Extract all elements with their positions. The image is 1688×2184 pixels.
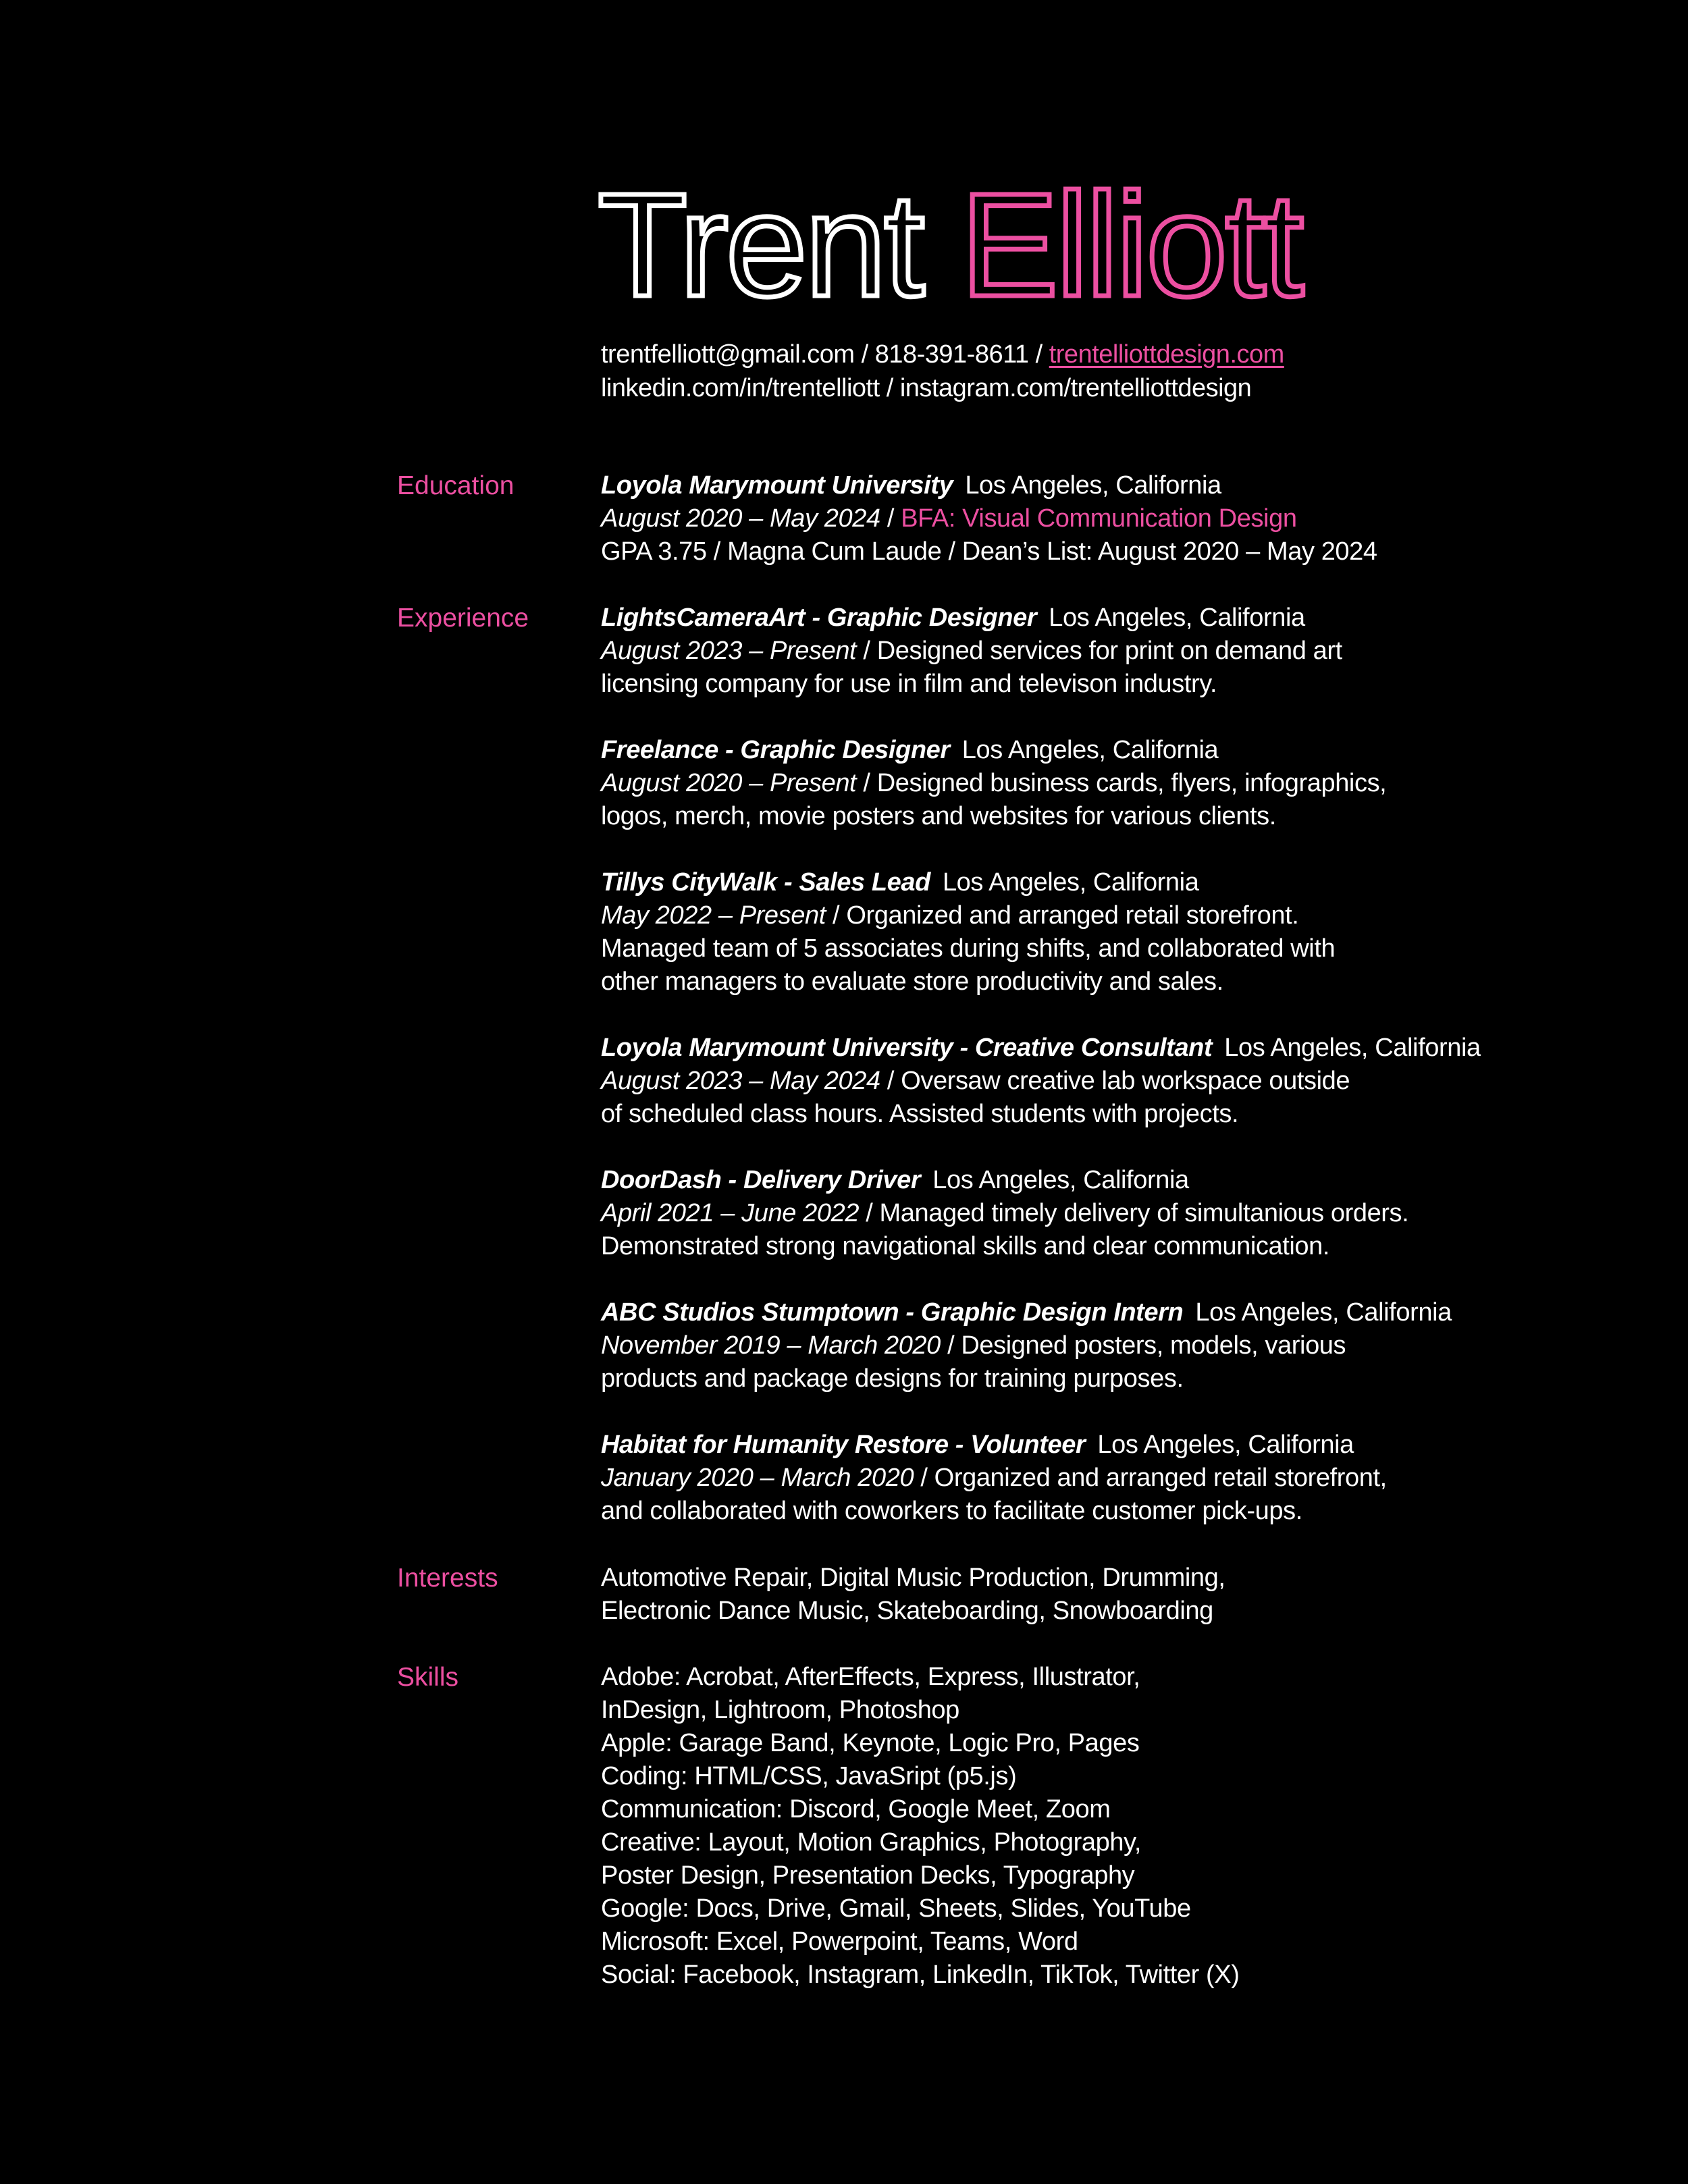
skills-line: Microsoft: Excel, Powerpoint, Teams, Word [601,1927,1078,1956]
job-dates: August 2023 – Present [601,637,857,665]
experience-entry [601,602,1614,701]
job-dates: August 2023 – May 2024 [601,1067,880,1095]
job-location: Los Angeles, California [961,736,1219,764]
skills-line: Adobe: Acrobat, AfterEffects, Express, Illustrator, [601,1663,1140,1691]
job-desc: and collaborated with coworkers to facilitate customer pick-ups. [601,1497,1302,1525]
job-desc: Managed team of 5 associates during shifts, and collaborated with [601,934,1336,963]
skills-line: Communication: Discord, Google Meet, Zoom [601,1795,1111,1823]
job-location: Los Angeles, California [1195,1298,1452,1327]
job-title: Tillys CityWalk - Sales Lead [601,868,930,897]
contact-info [601,338,1284,405]
job-dates: April 2021 – June 2022 [601,1199,860,1227]
job-desc: / Designed business cards, flyers, infographics, [856,769,1387,797]
job-desc: / Managed timely delivery of simultanious orders. [859,1199,1409,1227]
skills-line: Coding: HTML/CSS, JavaSript (p5.js) [601,1762,1017,1790]
interests-label: Interests [397,1564,498,1593]
job-title: LightsCameraArt - Graphic Designer [601,604,1037,632]
skills-line: InDesign, Lightroom, Photoshop [601,1696,959,1724]
education-entry [601,469,1614,568]
skills-label: Skills [397,1663,459,1692]
school-name: Loyola Marymount University [601,471,953,500]
job-desc: products and package designs for training purposes. [601,1364,1184,1393]
job-title: Loyola Marymount University - Creative Consultant [601,1034,1213,1062]
job-title: DoorDash - Delivery Driver [601,1166,921,1194]
website-link[interactable]: trentelliottdesign.com [1049,340,1284,369]
job-title: Habitat for Humanity Restore - Volunteer [601,1431,1086,1459]
job-desc: / Organized and arranged retail storefront. [825,901,1299,930]
job-dates: May 2022 – Present [601,901,826,930]
education-honors: GPA 3.75 / Magna Cum Laude / Dean’s List: August 2020 – May 2024 [601,537,1377,566]
interests-line: Electronic Dance Music, Skateboarding, Snowboarding [601,1597,1213,1625]
job-location: Los Angeles, California [1224,1034,1481,1062]
job-desc: licensing company for use in film and televison industry. [601,670,1217,698]
contact-email-phone: trentfelliott@gmail.com / 818-391-8611 / [601,340,1049,369]
experience-entry [601,734,1614,833]
education-label: Education [397,471,515,500]
name-heading [598,163,1302,327]
interests-section [601,1562,1614,1628]
job-dates: November 2019 – March 2020 [601,1331,941,1360]
experience-entry [601,866,1614,998]
experience-entry [601,1296,1614,1395]
experience-section [601,602,1614,1528]
job-desc: / Oversaw creative lab workspace outside [880,1067,1350,1095]
job-title: ABC Studios Stumptown - Graphic Design Intern [601,1298,1184,1327]
experience-entry [601,1032,1614,1131]
experience-entry [601,1164,1614,1263]
interests-line: Automotive Repair, Digital Music Production, Drumming, [601,1564,1225,1592]
job-dates: August 2020 – Present [601,769,857,797]
contact-line-1 [601,338,1284,371]
experience-label: Experience [397,604,529,633]
job-location: Los Angeles, California [1049,604,1305,632]
education-dates: August 2020 – May 2024 [601,504,880,533]
last-name: Elliott [960,163,1302,327]
degree: BFA: Visual Communication Design [901,504,1297,533]
job-desc: logos, merch, movie posters and websites for various clients. [601,802,1276,830]
skills-line: Google: Docs, Drive, Gmail, Sheets, Slides, YouTube [601,1894,1191,1923]
first-name: Trent [598,163,922,327]
job-dates: January 2020 – March 2020 [601,1464,914,1492]
job-desc: / Designed services for print on demand art [856,637,1342,665]
contact-line-2: linkedin.com/in/trentelliott / instagram.com/trentelliottdesign [601,374,1252,402]
job-location: Los Angeles, California [1097,1431,1354,1459]
skills-line: Social: Facebook, Instagram, LinkedIn, TikTok, Twitter (X) [601,1961,1240,1989]
skills-line: Poster Design, Presentation Decks, Typography [601,1861,1135,1890]
job-desc: other managers to evaluate store productivity and sales. [601,967,1223,996]
education-section [601,469,1614,568]
job-desc: of scheduled class hours. Assisted students with projects. [601,1100,1239,1128]
skills-line: Apple: Garage Band, Keynote, Logic Pro, Pages [601,1729,1140,1757]
education-separator: / [880,504,901,533]
job-desc: Demonstrated strong navigational skills and clear communication. [601,1232,1330,1260]
job-location: Los Angeles, California [942,868,1199,897]
job-location: Los Angeles, California [932,1166,1189,1194]
experience-entry [601,1429,1614,1528]
job-desc: / Organized and arranged retail storefront, [914,1464,1387,1492]
job-title: Freelance - Graphic Designer [601,736,950,764]
school-location: Los Angeles, California [965,471,1221,500]
skills-line: Creative: Layout, Motion Graphics, Photography, [601,1828,1142,1857]
skills-section [601,1661,1614,1992]
job-desc: / Designed posters, models, various [940,1331,1346,1360]
